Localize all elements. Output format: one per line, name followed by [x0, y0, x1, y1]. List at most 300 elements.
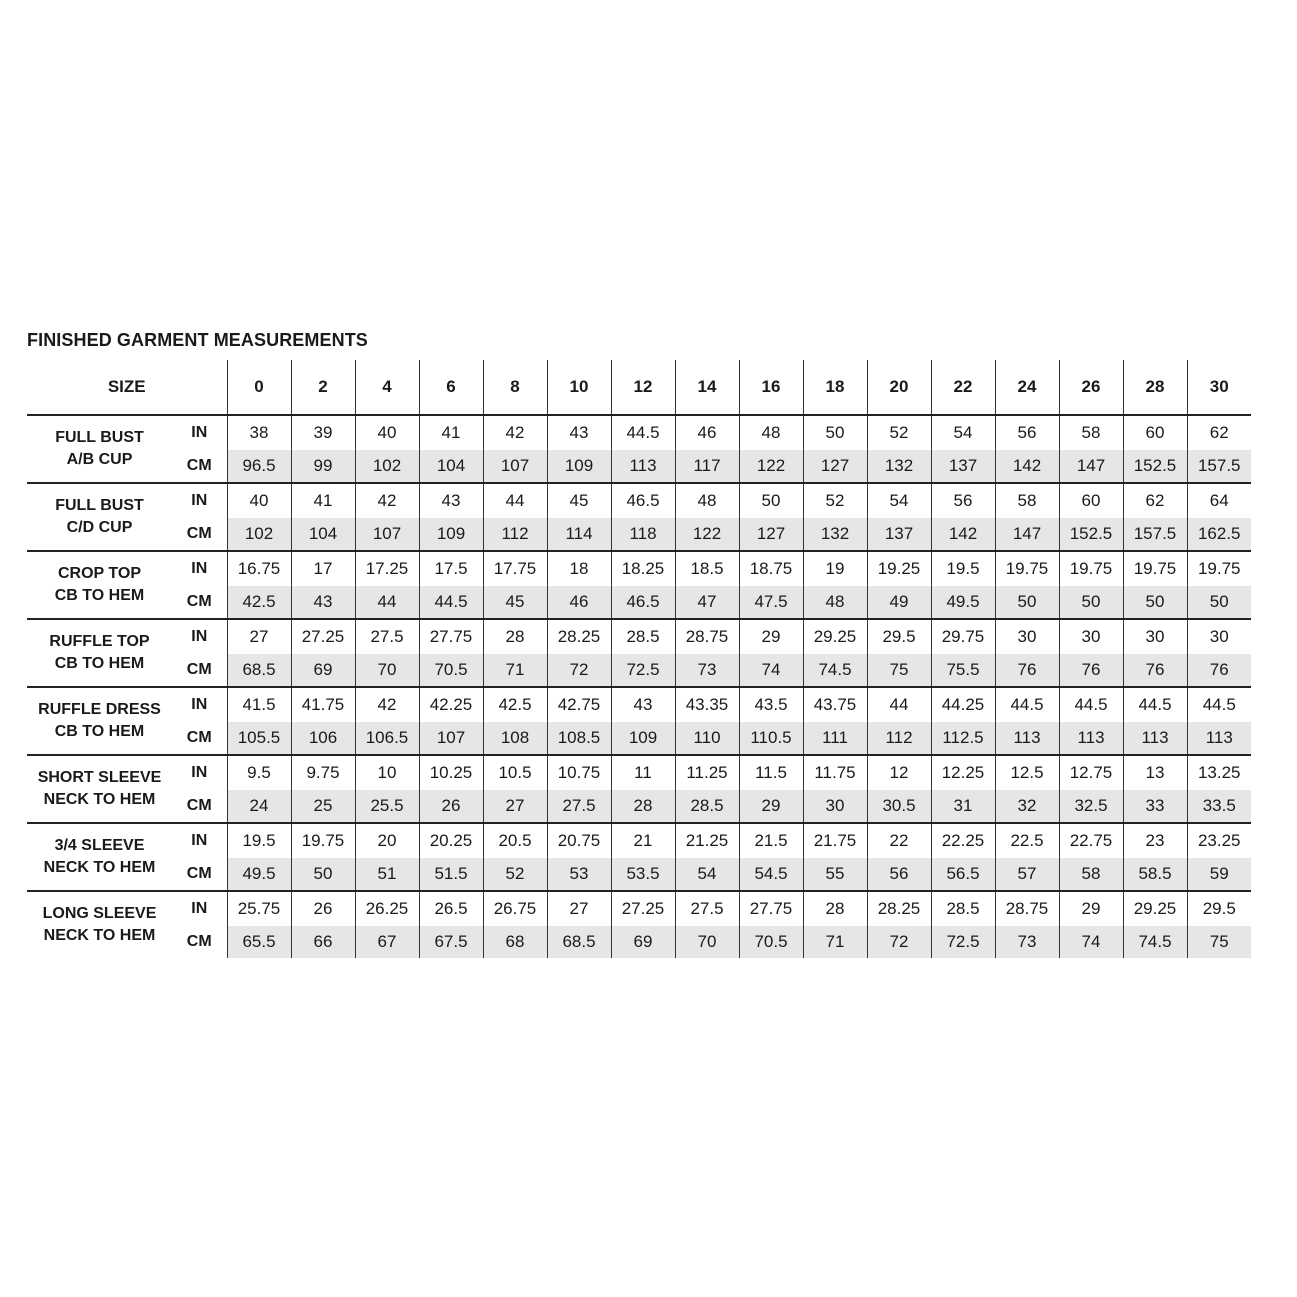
value-cell-in: 26.5 — [419, 891, 483, 926]
value-cell-cm: 110.5 — [739, 722, 803, 755]
value-cell-in: 21.25 — [675, 823, 739, 858]
unit-in-label: IN — [191, 696, 208, 713]
value-cell-in: 19.25 — [867, 551, 931, 586]
value-cell-in: 26.25 — [355, 891, 419, 926]
value-cell-cm: 104 — [291, 518, 355, 551]
value-cell-in: 54 — [931, 415, 995, 450]
value-cell-in: 27.5 — [355, 619, 419, 654]
value-cell-cm: 114 — [547, 518, 611, 551]
table-row — [27, 483, 1251, 518]
size-header-cell: 24 — [995, 360, 1059, 415]
value-cell-in: 22.75 — [1059, 823, 1123, 858]
value-cell-in: 30 — [995, 619, 1059, 654]
value-cell-in: 52 — [867, 415, 931, 450]
value-cell-in: 48 — [739, 415, 803, 450]
value-cell-cm: 54.5 — [739, 858, 803, 891]
value-cell-in: 29.25 — [803, 619, 867, 654]
value-cell-cm: 68.5 — [227, 654, 291, 687]
value-cell-in: 29.75 — [931, 619, 995, 654]
value-cell-cm: 132 — [803, 518, 867, 551]
value-cell-in: 44.5 — [611, 415, 675, 450]
value-cell-in: 62 — [1123, 483, 1187, 518]
value-cell-in: 43 — [419, 483, 483, 518]
value-cell-cm: 53 — [547, 858, 611, 891]
measurement-label-line1: FULL BUST — [55, 497, 144, 514]
value-cell-cm: 106 — [291, 722, 355, 755]
value-cell-in: 21 — [611, 823, 675, 858]
size-header-cell: 18 — [803, 360, 867, 415]
value-cell-cm: 137 — [931, 450, 995, 483]
value-cell-in: 27 — [227, 619, 291, 654]
value-cell-in: 39 — [291, 415, 355, 450]
value-cell-cm: 71 — [803, 926, 867, 958]
value-cell-cm: 72.5 — [611, 654, 675, 687]
value-cell-cm: 70.5 — [419, 654, 483, 687]
table-row — [27, 654, 1251, 687]
value-cell-cm: 75 — [1187, 926, 1251, 958]
value-cell-cm: 50 — [1059, 586, 1123, 619]
value-cell-in: 18.25 — [611, 551, 675, 586]
value-cell-in: 25.75 — [227, 891, 291, 926]
value-cell-cm: 30 — [803, 790, 867, 823]
unit-in-label: IN — [191, 492, 208, 509]
table-row — [27, 790, 1251, 823]
size-header-cell: 20 — [867, 360, 931, 415]
value-cell-in: 41 — [291, 483, 355, 518]
value-cell-cm: 76 — [1187, 654, 1251, 687]
table-row — [27, 755, 1251, 790]
value-cell-in: 18.5 — [675, 551, 739, 586]
value-cell-in: 19.75 — [1123, 551, 1187, 586]
value-cell-in: 41 — [419, 415, 483, 450]
measurement-label-line1: SHORT SLEEVE — [37, 769, 162, 786]
value-cell-in: 12.75 — [1059, 755, 1123, 790]
value-cell-cm: 50 — [1123, 586, 1187, 619]
value-cell-in: 17 — [291, 551, 355, 586]
value-cell-cm: 162.5 — [1187, 518, 1251, 551]
value-cell-in: 20.75 — [547, 823, 611, 858]
value-cell-cm: 99 — [291, 450, 355, 483]
value-cell-in: 20 — [355, 823, 419, 858]
table-row — [27, 551, 1251, 586]
value-cell-in: 21.5 — [739, 823, 803, 858]
unit-in-label: IN — [191, 832, 208, 849]
value-cell-cm: 52 — [483, 858, 547, 891]
unit-cm-label: CM — [172, 450, 227, 483]
value-cell-in: 29 — [739, 619, 803, 654]
value-cell-in: 28.25 — [547, 619, 611, 654]
value-cell-cm: 44.5 — [419, 586, 483, 619]
value-cell-cm: 113 — [611, 450, 675, 483]
value-cell-in: 10.25 — [419, 755, 483, 790]
value-cell-cm: 30.5 — [867, 790, 931, 823]
value-cell-cm: 108.5 — [547, 722, 611, 755]
measurement-label — [27, 619, 172, 687]
size-header-row — [27, 360, 1251, 415]
value-cell-cm: 24 — [227, 790, 291, 823]
value-cell-cm: 54 — [675, 858, 739, 891]
value-cell-in: 9.5 — [227, 755, 291, 790]
value-cell-cm: 44 — [355, 586, 419, 619]
value-cell-in: 41.5 — [227, 687, 291, 722]
value-cell-in: 64 — [1187, 483, 1251, 518]
value-cell-cm: 76 — [1123, 654, 1187, 687]
value-cell-in: 13 — [1123, 755, 1187, 790]
unit-cm-label: CM — [172, 518, 227, 551]
measurement-label-line2: CB TO HEM — [54, 723, 145, 740]
value-cell-in: 62 — [1187, 415, 1251, 450]
value-cell-in: 19.75 — [995, 551, 1059, 586]
value-cell-cm: 147 — [995, 518, 1059, 551]
table-row — [27, 619, 1251, 654]
value-cell-cm: 122 — [675, 518, 739, 551]
unit-in-label: IN — [191, 900, 208, 917]
value-cell-in: 20.25 — [419, 823, 483, 858]
size-header-cell: 28 — [1123, 360, 1187, 415]
value-cell-cm: 26 — [419, 790, 483, 823]
value-cell-cm: 107 — [483, 450, 547, 483]
value-cell-cm: 147 — [1059, 450, 1123, 483]
value-cell-cm: 107 — [419, 722, 483, 755]
value-cell-cm: 51 — [355, 858, 419, 891]
value-cell-in: 28.5 — [611, 619, 675, 654]
measurement-label-line2: C/D CUP — [66, 519, 133, 536]
value-cell-in: 11.75 — [803, 755, 867, 790]
value-cell-in: 28.75 — [675, 619, 739, 654]
value-cell-in: 56 — [931, 483, 995, 518]
value-cell-in: 20.5 — [483, 823, 547, 858]
value-cell-in: 29 — [1059, 891, 1123, 926]
value-cell-cm: 32.5 — [1059, 790, 1123, 823]
value-cell-cm: 57 — [995, 858, 1059, 891]
value-cell-in: 18.75 — [739, 551, 803, 586]
value-cell-in: 42.5 — [483, 687, 547, 722]
value-cell-in: 48 — [675, 483, 739, 518]
measurement-label — [27, 551, 172, 619]
page-title: FINISHED GARMENT MEASUREMENTS — [27, 330, 368, 350]
value-cell-in: 27.5 — [675, 891, 739, 926]
value-cell-in: 43.35 — [675, 687, 739, 722]
value-cell-cm: 73 — [995, 926, 1059, 958]
value-cell-cm: 68 — [483, 926, 547, 958]
measurement-label-line2: NECK TO HEM — [43, 791, 156, 808]
value-cell-cm: 45 — [483, 586, 547, 619]
value-cell-in: 26 — [291, 891, 355, 926]
measurement-label — [27, 415, 172, 483]
unit-in-label: IN — [191, 424, 208, 441]
value-cell-cm: 127 — [739, 518, 803, 551]
measurement-label — [27, 823, 172, 891]
size-label: SIZE — [27, 360, 227, 415]
size-header-cell: 4 — [355, 360, 419, 415]
value-cell-cm: 76 — [995, 654, 1059, 687]
value-cell-in: 27.25 — [611, 891, 675, 926]
value-cell-cm: 65.5 — [227, 926, 291, 958]
value-cell-cm: 70 — [675, 926, 739, 958]
value-cell-in: 46.5 — [611, 483, 675, 518]
value-cell-cm: 137 — [867, 518, 931, 551]
value-cell-cm: 47.5 — [739, 586, 803, 619]
size-header-cell: 16 — [739, 360, 803, 415]
value-cell-in: 45 — [547, 483, 611, 518]
value-cell-cm: 102 — [355, 450, 419, 483]
value-cell-cm: 47 — [675, 586, 739, 619]
size-header-cell: 26 — [1059, 360, 1123, 415]
value-cell-in: 10.5 — [483, 755, 547, 790]
value-cell-cm: 110 — [675, 722, 739, 755]
value-cell-cm: 111 — [803, 722, 867, 755]
value-cell-cm: 113 — [1123, 722, 1187, 755]
measurement-label-line2: NECK TO HEM — [43, 927, 156, 944]
value-cell-cm: 109 — [611, 722, 675, 755]
value-cell-in: 12 — [867, 755, 931, 790]
value-cell-in: 44.5 — [1123, 687, 1187, 722]
value-cell-cm: 33.5 — [1187, 790, 1251, 823]
value-cell-cm: 113 — [1187, 722, 1251, 755]
value-cell-cm: 49.5 — [227, 858, 291, 891]
value-cell-cm: 152.5 — [1123, 450, 1187, 483]
value-cell-in: 19.75 — [1187, 551, 1251, 586]
value-cell-in: 56 — [995, 415, 1059, 450]
value-cell-cm: 109 — [419, 518, 483, 551]
value-cell-in: 22.5 — [995, 823, 1059, 858]
measurement-label-line1: RUFFLE TOP — [49, 633, 150, 650]
table-row — [27, 926, 1251, 958]
value-cell-in: 43.5 — [739, 687, 803, 722]
value-cell-in: 27.75 — [419, 619, 483, 654]
value-cell-in: 19.75 — [1059, 551, 1123, 586]
value-cell-cm: 50 — [995, 586, 1059, 619]
value-cell-in: 16.75 — [227, 551, 291, 586]
value-cell-in: 17.75 — [483, 551, 547, 586]
value-cell-in: 52 — [803, 483, 867, 518]
table-row — [27, 823, 1251, 858]
value-cell-cm: 74.5 — [1123, 926, 1187, 958]
value-cell-in: 44.5 — [1059, 687, 1123, 722]
value-cell-in: 17.25 — [355, 551, 419, 586]
value-cell-cm: 25.5 — [355, 790, 419, 823]
unit-cm-label: CM — [172, 722, 227, 755]
measurement-label-line2: CB TO HEM — [54, 655, 145, 672]
value-cell-in: 42 — [355, 483, 419, 518]
value-cell-in: 50 — [803, 415, 867, 450]
value-cell-cm: 73 — [675, 654, 739, 687]
unit-cm-label: CM — [172, 858, 227, 891]
unit-in-label: IN — [191, 560, 208, 577]
value-cell-cm: 42.5 — [227, 586, 291, 619]
value-cell-in: 26.75 — [483, 891, 547, 926]
value-cell-cm: 51.5 — [419, 858, 483, 891]
value-cell-cm: 112 — [483, 518, 547, 551]
value-cell-in: 58 — [995, 483, 1059, 518]
value-cell-cm: 31 — [931, 790, 995, 823]
value-cell-cm: 71 — [483, 654, 547, 687]
measurement-label — [27, 891, 172, 958]
value-cell-cm: 33 — [1123, 790, 1187, 823]
value-cell-cm: 132 — [867, 450, 931, 483]
value-cell-in: 28.25 — [867, 891, 931, 926]
value-cell-cm: 49.5 — [931, 586, 995, 619]
value-cell-cm: 127 — [803, 450, 867, 483]
value-cell-cm: 76 — [1059, 654, 1123, 687]
value-cell-cm: 107 — [355, 518, 419, 551]
size-header-cell: 10 — [547, 360, 611, 415]
value-cell-in: 11.5 — [739, 755, 803, 790]
value-cell-cm: 27.5 — [547, 790, 611, 823]
unit-in-label: IN — [191, 628, 208, 645]
unit-cm-label: CM — [172, 586, 227, 619]
value-cell-in: 10 — [355, 755, 419, 790]
value-cell-cm: 28 — [611, 790, 675, 823]
value-cell-in: 22.25 — [931, 823, 995, 858]
value-cell-in: 50 — [739, 483, 803, 518]
size-header-cell: 2 — [291, 360, 355, 415]
value-cell-in: 60 — [1123, 415, 1187, 450]
value-cell-cm: 67 — [355, 926, 419, 958]
value-cell-cm: 55 — [803, 858, 867, 891]
value-cell-cm: 108 — [483, 722, 547, 755]
size-header-cell: 14 — [675, 360, 739, 415]
value-cell-cm: 25 — [291, 790, 355, 823]
value-cell-cm: 66 — [291, 926, 355, 958]
value-cell-in: 19.75 — [291, 823, 355, 858]
value-cell-cm: 142 — [995, 450, 1059, 483]
unit-in-label: IN — [191, 764, 208, 781]
value-cell-in: 38 — [227, 415, 291, 450]
value-cell-cm: 70.5 — [739, 926, 803, 958]
table-row — [27, 415, 1251, 450]
value-cell-cm: 67.5 — [419, 926, 483, 958]
value-cell-cm: 113 — [995, 722, 1059, 755]
value-cell-in: 30 — [1187, 619, 1251, 654]
value-cell-cm: 58.5 — [1123, 858, 1187, 891]
value-cell-cm: 109 — [547, 450, 611, 483]
value-cell-in: 27.25 — [291, 619, 355, 654]
value-cell-cm: 46.5 — [611, 586, 675, 619]
value-cell-in: 43 — [547, 415, 611, 450]
measurement-label-line2: NECK TO HEM — [43, 859, 156, 876]
value-cell-in: 29.5 — [1187, 891, 1251, 926]
value-cell-in: 21.75 — [803, 823, 867, 858]
value-cell-in: 54 — [867, 483, 931, 518]
value-cell-in: 42.25 — [419, 687, 483, 722]
size-header-cell: 30 — [1187, 360, 1251, 415]
value-cell-in: 30 — [1123, 619, 1187, 654]
value-cell-in: 11.25 — [675, 755, 739, 790]
measurement-label-line1: 3/4 SLEEVE — [54, 837, 145, 854]
value-cell-cm: 75 — [867, 654, 931, 687]
value-cell-cm: 157.5 — [1123, 518, 1187, 551]
value-cell-cm: 32 — [995, 790, 1059, 823]
value-cell-in: 17.5 — [419, 551, 483, 586]
value-cell-in: 40 — [227, 483, 291, 518]
table-row — [27, 450, 1251, 483]
value-cell-cm: 112.5 — [931, 722, 995, 755]
value-cell-cm: 96.5 — [227, 450, 291, 483]
value-cell-in: 12.25 — [931, 755, 995, 790]
value-cell-cm: 104 — [419, 450, 483, 483]
value-cell-cm: 72 — [547, 654, 611, 687]
value-cell-cm: 46 — [547, 586, 611, 619]
measurement-label-line1: RUFFLE DRESS — [38, 701, 161, 718]
measurement-label-line1: LONG SLEEVE — [42, 905, 157, 922]
value-cell-in: 43.75 — [803, 687, 867, 722]
measurement-label-line2: A/B CUP — [66, 451, 133, 468]
value-cell-cm: 74 — [739, 654, 803, 687]
unit-cm-label: CM — [172, 790, 227, 823]
table-row — [27, 518, 1251, 551]
value-cell-in: 44 — [483, 483, 547, 518]
value-cell-cm: 59 — [1187, 858, 1251, 891]
measurement-label — [27, 755, 172, 823]
value-cell-cm: 152.5 — [1059, 518, 1123, 551]
value-cell-cm: 105.5 — [227, 722, 291, 755]
value-cell-cm: 53.5 — [611, 858, 675, 891]
value-cell-in: 44 — [867, 687, 931, 722]
value-cell-cm: 68.5 — [547, 926, 611, 958]
value-cell-cm: 70 — [355, 654, 419, 687]
value-cell-in: 44.25 — [931, 687, 995, 722]
value-cell-in: 43 — [611, 687, 675, 722]
value-cell-in: 29.5 — [867, 619, 931, 654]
value-cell-cm: 50 — [1187, 586, 1251, 619]
value-cell-in: 42 — [483, 415, 547, 450]
size-header-cell: 8 — [483, 360, 547, 415]
value-cell-in: 44.5 — [1187, 687, 1251, 722]
value-cell-cm: 48 — [803, 586, 867, 619]
value-cell-in: 58 — [1059, 415, 1123, 450]
value-cell-in: 29.25 — [1123, 891, 1187, 926]
value-cell-in: 19 — [803, 551, 867, 586]
value-cell-in: 42.75 — [547, 687, 611, 722]
value-cell-in: 46 — [675, 415, 739, 450]
value-cell-in: 11 — [611, 755, 675, 790]
table-row — [27, 586, 1251, 619]
value-cell-cm: 56.5 — [931, 858, 995, 891]
value-cell-cm: 74.5 — [803, 654, 867, 687]
value-cell-cm: 69 — [291, 654, 355, 687]
value-cell-in: 22 — [867, 823, 931, 858]
measurement-label-line1: CROP TOP — [58, 565, 141, 582]
value-cell-in: 28 — [483, 619, 547, 654]
measurement-table — [27, 360, 1251, 958]
value-cell-cm: 50 — [291, 858, 355, 891]
value-cell-in: 27.75 — [739, 891, 803, 926]
value-cell-in: 27 — [547, 891, 611, 926]
value-cell-cm: 118 — [611, 518, 675, 551]
value-cell-in: 28.75 — [995, 891, 1059, 926]
value-cell-in: 23 — [1123, 823, 1187, 858]
value-cell-cm: 58 — [1059, 858, 1123, 891]
value-cell-cm: 113 — [1059, 722, 1123, 755]
size-header-cell: 12 — [611, 360, 675, 415]
measurement-label-line2: CB TO HEM — [54, 587, 145, 604]
value-cell-cm: 29 — [739, 790, 803, 823]
value-cell-in: 42 — [355, 687, 419, 722]
table-row — [27, 722, 1251, 755]
value-cell-in: 60 — [1059, 483, 1123, 518]
value-cell-in: 10.75 — [547, 755, 611, 790]
value-cell-cm: 74 — [1059, 926, 1123, 958]
value-cell-cm: 157.5 — [1187, 450, 1251, 483]
value-cell-cm: 72.5 — [931, 926, 995, 958]
value-cell-in: 19.5 — [227, 823, 291, 858]
value-cell-cm: 49 — [867, 586, 931, 619]
size-header-cell: 6 — [419, 360, 483, 415]
measurement-label — [27, 687, 172, 755]
table-body — [27, 415, 1251, 958]
value-cell-in: 28 — [803, 891, 867, 926]
